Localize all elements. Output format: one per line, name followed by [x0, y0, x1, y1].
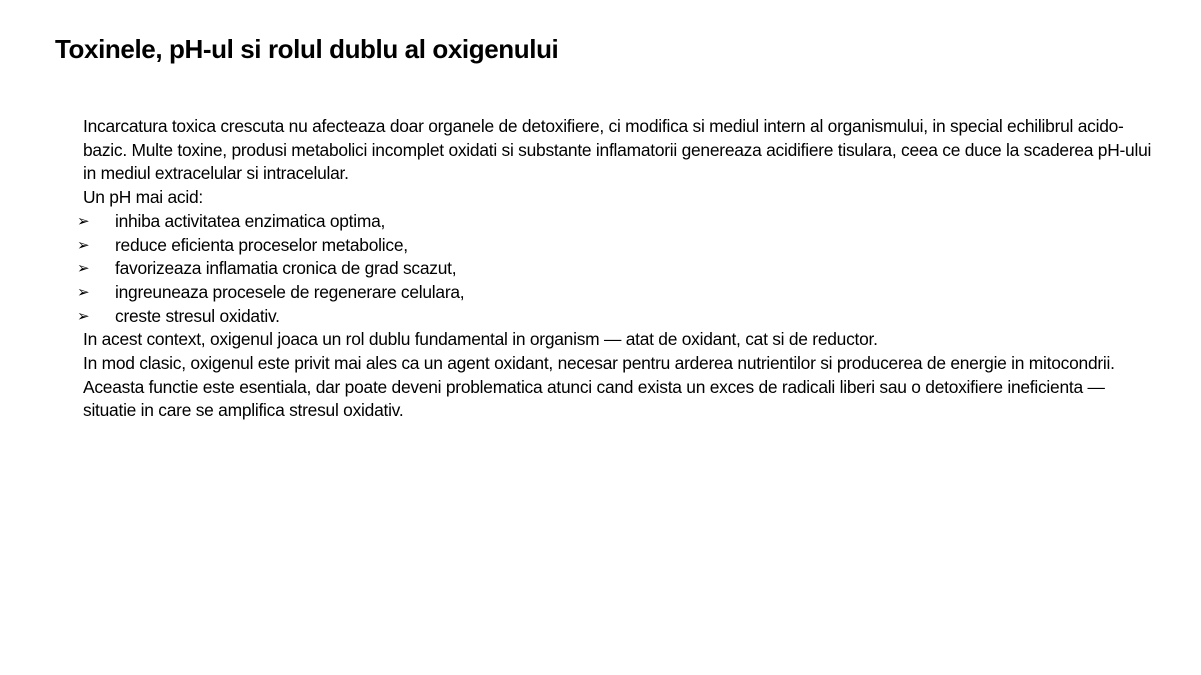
list-item: [77, 281, 1158, 305]
effects-list: [77, 210, 1158, 329]
slide-body: [77, 115, 1158, 423]
list-item: [77, 257, 1158, 281]
list-item: [77, 210, 1158, 234]
classic-paragraph: In mod clasic, oxigenul este privit mai ales ca un agent oxidant, necesar pentru arderea nutrientilor si producerea de energie in mitocondrii. Aceasta functie este esentiala, dar poate deveni problematica atunci cand exista un exces de radicali liberi sau o detoxifiere ineficienta — situatie in care se amplifica stresul oxidativ.: [83, 353, 1115, 421]
list-lead: Un pH mai acid:: [83, 187, 203, 208]
list-item: [77, 234, 1158, 258]
arrow-bullet-icon: ➢: [77, 282, 90, 301]
list-item-text: inhiba activitatea enzimatica optima,: [115, 210, 386, 231]
arrow-bullet-icon: ➢: [77, 259, 90, 278]
arrow-bullet-icon: ➢: [77, 211, 90, 230]
list-item-text: ingreuneaza procesele de regenerare celulara,: [115, 281, 465, 302]
list-item: [77, 305, 1158, 329]
list-item-text: reduce eficienta proceselor metabolice,: [115, 234, 408, 255]
slide-title: Toxinele, pH-ul si rolul dublu al oxigenului: [55, 34, 559, 64]
arrow-bullet-icon: ➢: [77, 235, 90, 254]
arrow-bullet-icon: ➢: [77, 306, 90, 325]
intro-paragraph: Incarcatura toxica crescuta nu afecteaza doar organele de detoxifiere, ci modifica si mediul intern al organismului, in special echilibrul acido-bazic. Multe toxine, produsi metabolici incomplet oxidati si substante inflamatorii genereaza acidifiere tisulara, ceea ce duce la scaderea pH-ului in mediul extracelular si intracelular.: [83, 116, 1152, 184]
list-item-text: favorizeaza inflamatia cronica de grad scazut,: [115, 258, 457, 279]
list-item-text: creste stresul oxidativ.: [115, 305, 280, 326]
context-paragraph: In acest context, oxigenul joaca un rol dublu fundamental in organism — atat de oxidant, cat si de reductor.: [83, 329, 878, 350]
